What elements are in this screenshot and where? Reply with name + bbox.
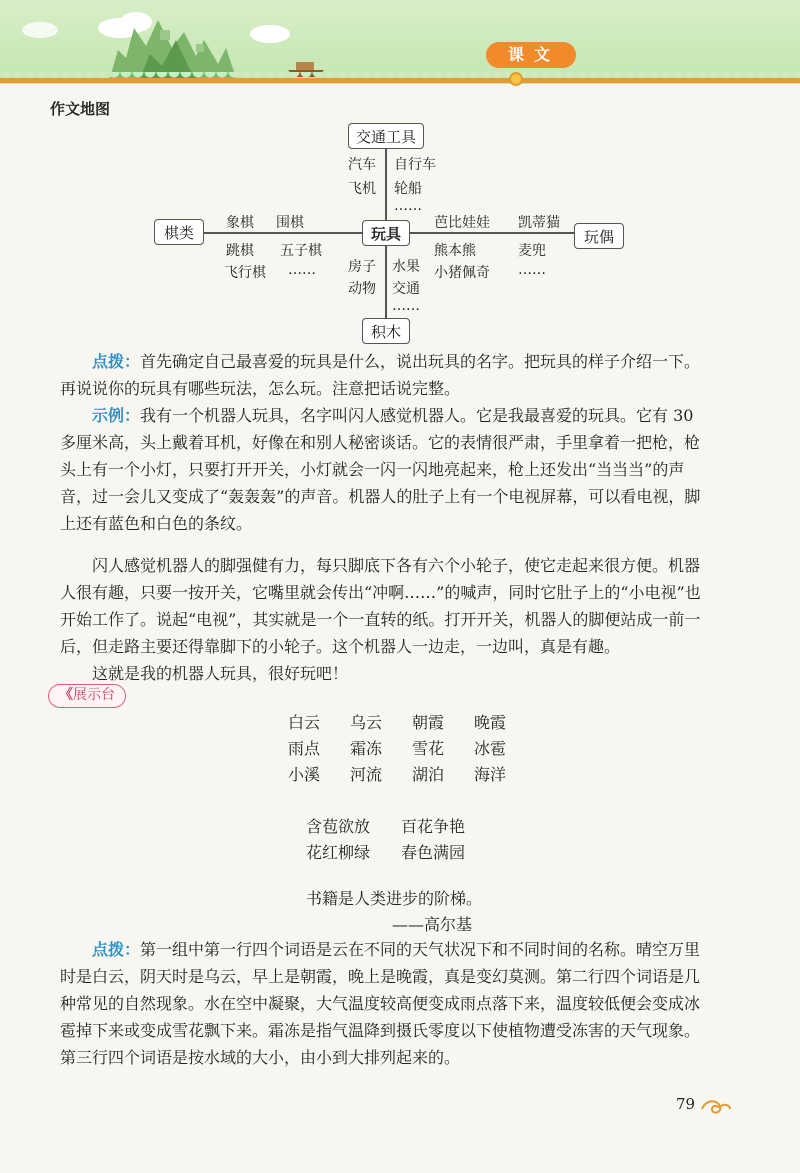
- mm-word: 围棋: [276, 215, 304, 231]
- mm-line-bottom: [385, 246, 387, 318]
- mm-word: 汽车: [348, 157, 376, 173]
- mm-word: 麦兜: [518, 243, 546, 259]
- idiom-row: [306, 814, 496, 837]
- mm-word: 水果: [392, 259, 420, 275]
- example-paragraph-3: 这就是我的机器人玩具，很好玩吧！: [92, 664, 349, 683]
- mm-word: 五子棋: [280, 243, 322, 259]
- idiom: 花红柳绿: [306, 843, 371, 862]
- mm-word: ……: [392, 298, 420, 314]
- tip-text-2: 第一组中第一行四个词语是云在不同的天气状况下和不同时间的名称。晴空万里时是白云，阴天时是乌云，早上是朝霞，晚上是晚霞，真是变幻莫测。第二行四个词语是几种常见的自然现象。水在空中凝聚，大气温度较高便变成雨点落下来，温度较低便会变成冰雹掉下来或变成雪花飘下来。霜冻是指气温降到摄氏零度以下使植物遭受冻害的天气现象。第三行四个词语是按水域的大小，由小到大排列起来的。: [60, 940, 701, 1067]
- word: 河流: [350, 765, 383, 784]
- tip-text: 首先确定自己最喜爱的玩具是什么，说出玩具的名字。把玩具的样子介绍一下。再说说你的玩具有哪些玩法，怎么玩。注意把话说完整。: [60, 352, 701, 398]
- tab-dot-icon: [509, 72, 523, 86]
- mm-line-right: [410, 232, 574, 234]
- mm-word: 轮船: [394, 181, 422, 197]
- page-number: 79: [676, 1095, 696, 1113]
- word: 晚霞: [474, 713, 507, 732]
- section-title: 作文地图: [50, 100, 111, 118]
- word: 湖泊: [412, 765, 445, 784]
- word: 朝霞: [412, 713, 445, 732]
- word: 海洋: [474, 765, 507, 784]
- example-text-1: 我有一个机器人玩具，名字叫闪人感觉机器人。它是我最喜爱的玩具。它有 30 多厘米高，头上戴着耳机，好像在和别人秘密谈话。它的表情很严肃，手里拿着一把枪，枪头上有一个小灯，只要打开开关，小灯就会一闪一闪地亮起来，枪上还发出“当当当”的声音，过一会儿又变成了“轰轰轰”的声音。机器人的肚子上有一个电视屏幕，可以看电视，脚上还有蓝色和白色的条纹。: [60, 406, 701, 533]
- tip-paragraph: [60, 348, 710, 402]
- mm-center: 玩具: [362, 220, 410, 246]
- badge-lead: 《: [59, 687, 73, 703]
- word-row: [288, 736, 536, 759]
- mm-left-label: 棋类: [154, 219, 204, 245]
- mm-word: 自行车: [394, 157, 436, 173]
- word-row: [288, 762, 536, 785]
- mm-word: ……: [518, 262, 546, 278]
- mm-line-top: [385, 148, 387, 220]
- word: 冰雹: [474, 739, 507, 758]
- word-row: [288, 710, 536, 733]
- mm-word: ……: [394, 198, 422, 214]
- showcase-badge: [48, 684, 126, 708]
- swirl-ornament-icon: [700, 1095, 732, 1117]
- mm-bottom-label: 积木: [362, 318, 410, 344]
- word: 乌云: [350, 713, 383, 732]
- mm-word: 跳棋: [226, 243, 254, 259]
- mm-word: 凯蒂猫: [518, 215, 560, 231]
- mm-word: 房子: [348, 259, 376, 275]
- quote-text: 书籍是人类进步的阶梯。: [306, 889, 483, 908]
- quote-author: ——高尔基: [392, 915, 473, 934]
- mm-word: 小猪佩奇: [434, 265, 490, 281]
- idiom: 百花争艳: [401, 817, 466, 836]
- tip-label: 点拨：: [92, 352, 141, 371]
- badge-label: 展示台: [73, 687, 115, 703]
- idiom-row: [306, 840, 496, 863]
- mm-right-label: 玩偶: [574, 223, 624, 249]
- tip-paragraph-2: [60, 936, 710, 1071]
- lesson-tab: 课文: [486, 42, 576, 68]
- page-header: [0, 0, 800, 84]
- mm-top-label: 交通工具: [348, 123, 424, 149]
- mm-line-left: [204, 232, 362, 234]
- example-paragraph-1: [60, 402, 710, 537]
- mm-word: 象棋: [226, 215, 254, 231]
- mm-word: 交通: [392, 281, 420, 297]
- word: 白云: [288, 713, 321, 732]
- example-label: 示例：: [92, 406, 141, 425]
- word: 霜冻: [350, 739, 383, 758]
- mm-word: 芭比娃娃: [434, 215, 490, 231]
- word: 雪花: [412, 739, 445, 758]
- mm-word: 飞机: [348, 181, 376, 197]
- mm-word: 熊本熊: [434, 243, 476, 259]
- tip-label-2: 点拨：: [92, 940, 141, 959]
- idiom: 春色满园: [401, 843, 466, 862]
- header-rail: [0, 78, 800, 83]
- word: 小溪: [288, 765, 321, 784]
- word: 雨点: [288, 739, 321, 758]
- idiom: 含苞欲放: [306, 817, 371, 836]
- mm-word: 动物: [348, 281, 376, 297]
- mm-word: ……: [288, 262, 316, 278]
- mm-word: 飞行棋: [224, 265, 266, 281]
- example-paragraph-2: 闪人感觉机器人的脚强健有力，每只脚底下各有六个小轮子，使它走起来很方便。机器人很有趣，只要一按开关，它嘴里就会传出“冲啊……”的喊声，同时它肚子上的“小电视”也开始工作了。说起“电视”，其实就是一个一直转的纸。打开开关，机器人的脚便站成一前一后，但走路主要还得靠脚下的小轮子。这个机器人一边走，一边叫，真是有趣。: [60, 556, 701, 656]
